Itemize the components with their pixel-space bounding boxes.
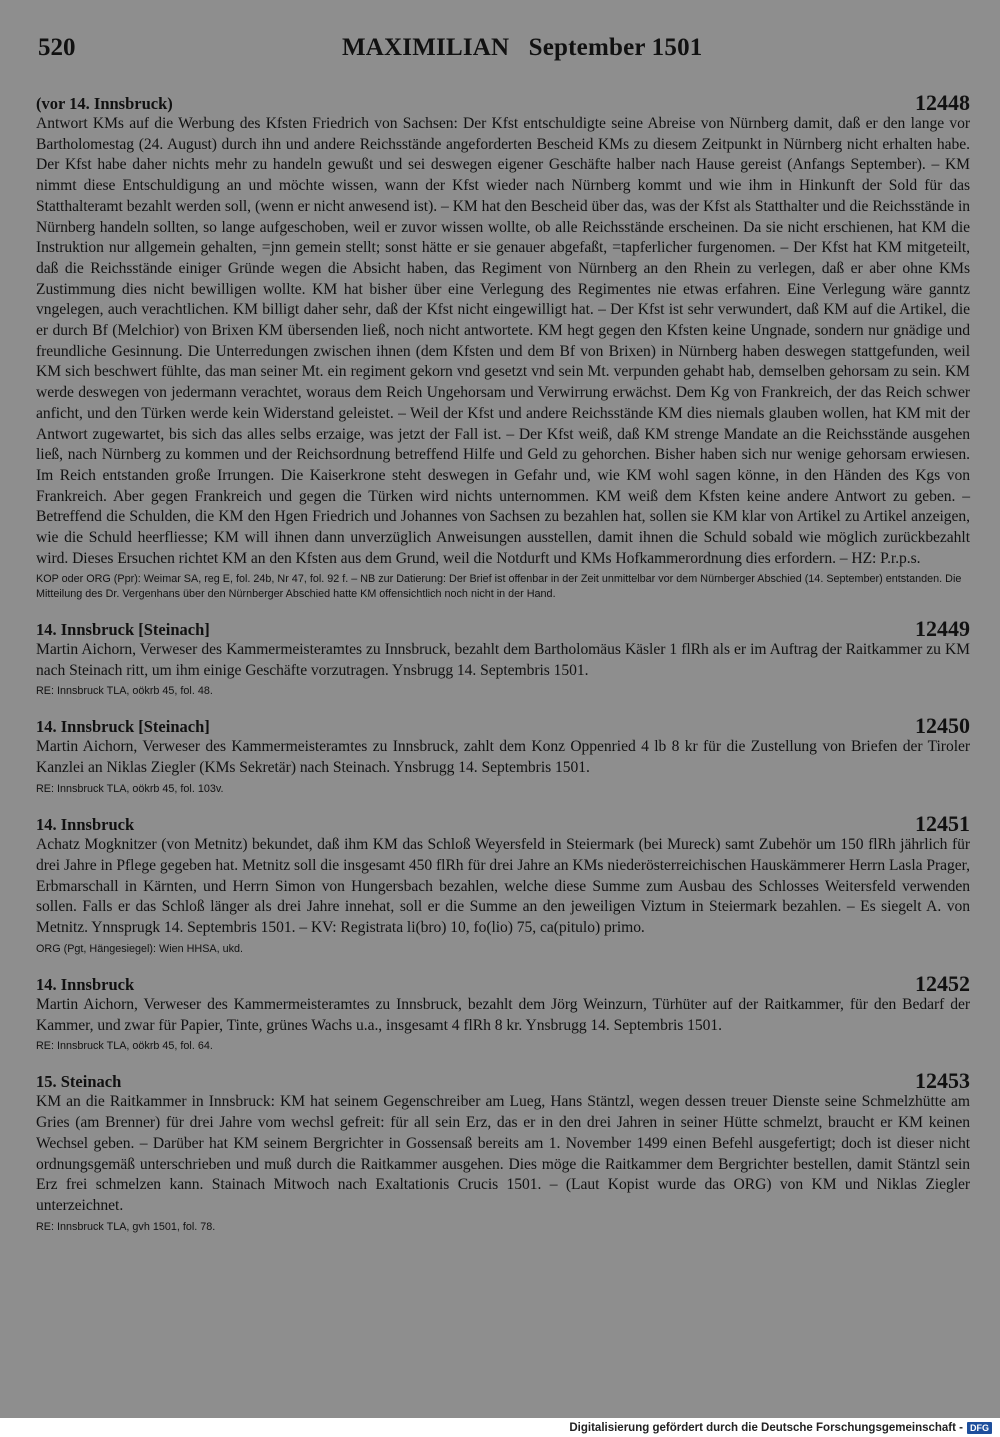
entry-date-place: 14. Innsbruck [36, 815, 135, 835]
entry-number: 12449 [915, 615, 970, 641]
entry-heading [36, 813, 970, 835]
entry-number: 12453 [915, 1068, 970, 1094]
running-title: MAXIMILIAN September 1501 [342, 34, 703, 61]
entry-source: RE: Innsbruck TLA, gvh 1501, fol. 78. [36, 1220, 216, 1233]
page-header [38, 34, 972, 66]
entry-number: 12448 [915, 90, 970, 115]
regest-entry-12448 [36, 92, 970, 601]
entry-source: ORG (Pgt, Hängesiegel): Wien HHSA, ukd. [36, 942, 244, 955]
entry-number: 12450 [915, 713, 970, 739]
entry-date-place: 14. Innsbruck [Steinach] [36, 619, 210, 639]
entry-text: Antwort KMs auf die Werbung des Kfsten Friedrich von Sachsen: Der Kfst entschuldigte seine Abreise von Nürnberg damit, daß er den lange vor Bartholomestag (24. August) durch ihn und andere Reichsstände angeforderten Bescheid KMs zu diesem Zeitpunkt in Nürnberg nicht erhalten habe. Der Kfst habe daher nichts mehr zu handeln gewußt und sei deswegen eigener Geschäfte halber nach Hause gereist (Anfangs September). – KM nimmt diese Entschuldigung an und möchte wissen, wann der Kfst wieder nach Nürnberg kommt und wie ihm in Hinkunft der Sold für das Statthalteramt bezahlt werden soll, (wenn er nicht anwesend ist). – KM hat den Bescheid über das, was der Kfst als Statthalter und die Reichsstände in Nürnberg handeln sollten, so lange aufgeschoben, weil er zuvor wissen wollte, ob alle Reichsstände erscheinen. Da sie nicht erschienen, hat KM die Instruktion nur allgemein gehalten, =jnn gemein stellt; sonst hätte er sie genauer abgefaßt, =tapferlicher furgenomen. – Der Kfst hat KM mitgeteilt, daß die Reichsstände einiger Gründe wegen die Absicht haben, das Regiment von Nürnberg an den Rhein zu verlegen, daß er aber ohne KMs Zustimmung dies nicht bewilligen wollte. KM hat bisher über eine Verlegung des Regimentes nie etwas erfahren. Eine Verlegung wäre ganntz vngelegen, auch verachtlichen. KM billigt daher sehr, daß der Kfst nicht eingewilligt hat. – Der Kfst ist sehr verwundert, daß KM auf die Artikel, die er durch Bf (Melchior) von Brixen KM übersenden ließ, noch nicht antwortete. KM hegt gegen den Kfsten keine Ungnade, sondern nur gnädige und freundliche Gesinnung. Die Unterredungen zwischen ihnen (dem Kfsten und dem Bf von Brixen) in Nürnberg haben deswegen stattgefunden, weil KM sich beschwert fühlte, das man seiner Mt. ein regiment gekorn vnd gesetzt vnd sein Mt. verpunden gehabt hab, demselben gehorsam zu sein. KM werde deswegen von jedermann verachtet, woraus dem Reich Ungehorsam und Verwirrung erwächst. Dem Kg von Frankreich, der das Reich schwer anficht, und den Türken werde kein Widerstand geleistet. – Weil der Kfst und andere Reichsstände KM dies niemals glauben wollen, hat KM mit der Antwort zugewartet, bis sich das alles selbs erzaige, was jetzt der Fall ist. – Der Kfst weiß, daß KM strenge Mandate an die Reichsstände ausgehen ließ, nach Nürnberg zu kommen und der Reichsordnung betreffend Hilfe und Geld zu gehorchen. Bisher haben sich nur wenige gehorsam erwiesen. Im Reich entstanden große Irrungen. Die Kaiserkrone steht deswegen in Gefahr und, wie KM wohl sagen könne, in den Händen des Kgs von Frankreich. Aber gegen Frankreich und gegen die Türken wird nichts unternommen. KM weiß dem Kfsten keine andere Antwort zu geben. – Betreffend die Schulden, die KM den Hgen Friedrich und Johannes von Sachsen zu bezahlen hat, sollen sie KM klar von Artikel zu Artikel anzeigen, wie die Schuld heerfliesse; KM will ihnen dann unverzüglich Anweisungen ausstellen, damit ihnen die Schuld sobald wie möglich zurückbezahlt wird. Dieses Ersuchen richtet KM an den Kfsten aus dem Grund, weil die Notdurft und KMs Hofkammerordnung dies erfordern. – HZ: P.r.p.s. [36, 115, 970, 567]
entry-heading [36, 1070, 970, 1092]
entry-date-place: 14. Innsbruck [Steinach] [36, 717, 210, 737]
dfg-logo: DFG [967, 1422, 992, 1434]
entry-text: KM an die Raitkammer in Innsbruck: KM hat seinem Gegenschreiber am Lueg, Hans Stäntzl, wegen dessen treuer Dienste seine Schmelzhütte am Gries (am Brenner) für drei Jahre vom wechsl gefreit: für all sein Erz, das er in den drei Jahren in seiner Hütte schmelzt, braucht er KM keinen Wechsel geben. – Darüber hat KM seinem Bergrichter in Gossensaß bereits am 1. November 1499 einen Befehl ausgefertigt; doch ist dieser nicht ordnungsgemäß unterschrieben und muß durch die Raitkammer ausgehen. Dies möge die Raitkammer dem Bergrichter bestellen, damit Stäntzl sein Erz frei schmelzen kann. Stainach Mitwoch nach Exaltationis Crucis 1501. – (Laut Kopist wurde das ORG) von KM und Niklas Ziegler unterzeichnet. [36, 1093, 970, 1214]
entry-text: Martin Aichorn, Verweser des Kammermeisteramtes zu Innsbruck, zahlt dem Konz Oppenried 4 lb 8 kr für die Zustellung von Briefen der Tiroler Kanzlei an Niklas Ziegler (KMs Sekretär) nach Steinach. Ynsbrugg 14. Septembris 1501. [36, 738, 970, 777]
entry-source: RE: Innsbruck TLA, oökrb 45, fol. 103v. [36, 782, 224, 795]
regest-entry-12451 [36, 813, 970, 956]
entry-text: Martin Aichorn, Verweser des Kammermeisteramtes zu Innsbruck, bezahlt dem Jörg Weinzurn, Türhüter auf der Raitkammer, für den Bedarf der Kammer, und zwar für Papier, Tinte, grünes Wachs u.a., insgesamt 4 flRh 8 kr. Ynsbrugg 14. Septembris 1501. [36, 995, 970, 1034]
entry-date-place: 14. Innsbruck [36, 974, 135, 994]
entry-source: RE: Innsbruck TLA, oökrb 45, fol. 48. [36, 685, 213, 698]
entry-number: 12451 [915, 811, 970, 837]
entry-heading [36, 92, 970, 114]
entry-text: Martin Aichorn, Verweser des Kammermeisteramtes zu Innsbruck, bezahlt dem Bartholomäus Käsler 1 flRh als er im Auftrag der Raitkammer zu KM nach Steinach ritt, um ihm einige Geschäfte vorzutragen. Ynsbrugg 14. Septembris 1501. [36, 640, 970, 679]
regest-entry-12452 [36, 970, 970, 1054]
entries-list [36, 92, 970, 1251]
regest-entry-12449 [36, 615, 970, 699]
entry-heading [36, 615, 970, 641]
entry-heading [36, 970, 970, 996]
funding-footer [569, 1420, 992, 1436]
entry-heading [36, 715, 970, 737]
entry-date-place: (vor 14. Innsbruck) [36, 94, 173, 113]
regest-entry-12453 [36, 1070, 970, 1233]
entry-number: 12452 [915, 970, 970, 996]
regest-entry-12450 [36, 715, 970, 796]
entry-text: Achatz Mogknitzer (von Metnitz) bekundet, daß ihm KM das Schloß Weyersfeld in Steiermark (bei Mureck) samt Zubehör um 150 flRh jährlich für drei Jahre in Pflege gegeben hat. Metnitz soll die insgesamt 450 flRh für drei Jahre an KMs niederösterreichischen Hauskämmerer Herrn Lasla Prager, Erbmarschall in Kärnten, und Herrn Simon von Hungersbach bezahlen, welche diese Summe zum Ausbau des Schlosses Weitersfeld verwenden sollen. Falls er das Schloß länger als drei Jahre innehat, soll er die Summe an den jeweiligen Viztum in Steiermark bezahlen. – Es siegelt A. von Metnitz. Ynnsprugk 14. Septembris 1501. – KV: Registrata li(bro) 10, fo(lio) 75, ca(pitulo) primo. [36, 836, 970, 936]
entry-source: RE: Innsbruck TLA, oökrb 45, fol. 64. [36, 1040, 213, 1053]
entry-source: KOP oder ORG (Ppr): Weimar SA, reg E, fol. 24b, Nr 47, fol. 92 f. – NB zur Datierung: Der Brief ist offenbar in der Zeit unmittelbar vor dem Nürnberger Abschied (14. September) entstanden. Die Mitteilung des Dr. Vergenhans über den Nürnberger Abschied hatte KM offensichtlich noch nicht in der Hand. [36, 573, 962, 600]
entry-date-place: 15. Steinach [36, 1072, 122, 1092]
page-number: 520 [38, 34, 76, 61]
funding-note: Digitalisierung gefördert durch die Deutsche Forschungsgemeinschaft - [569, 1422, 963, 1434]
